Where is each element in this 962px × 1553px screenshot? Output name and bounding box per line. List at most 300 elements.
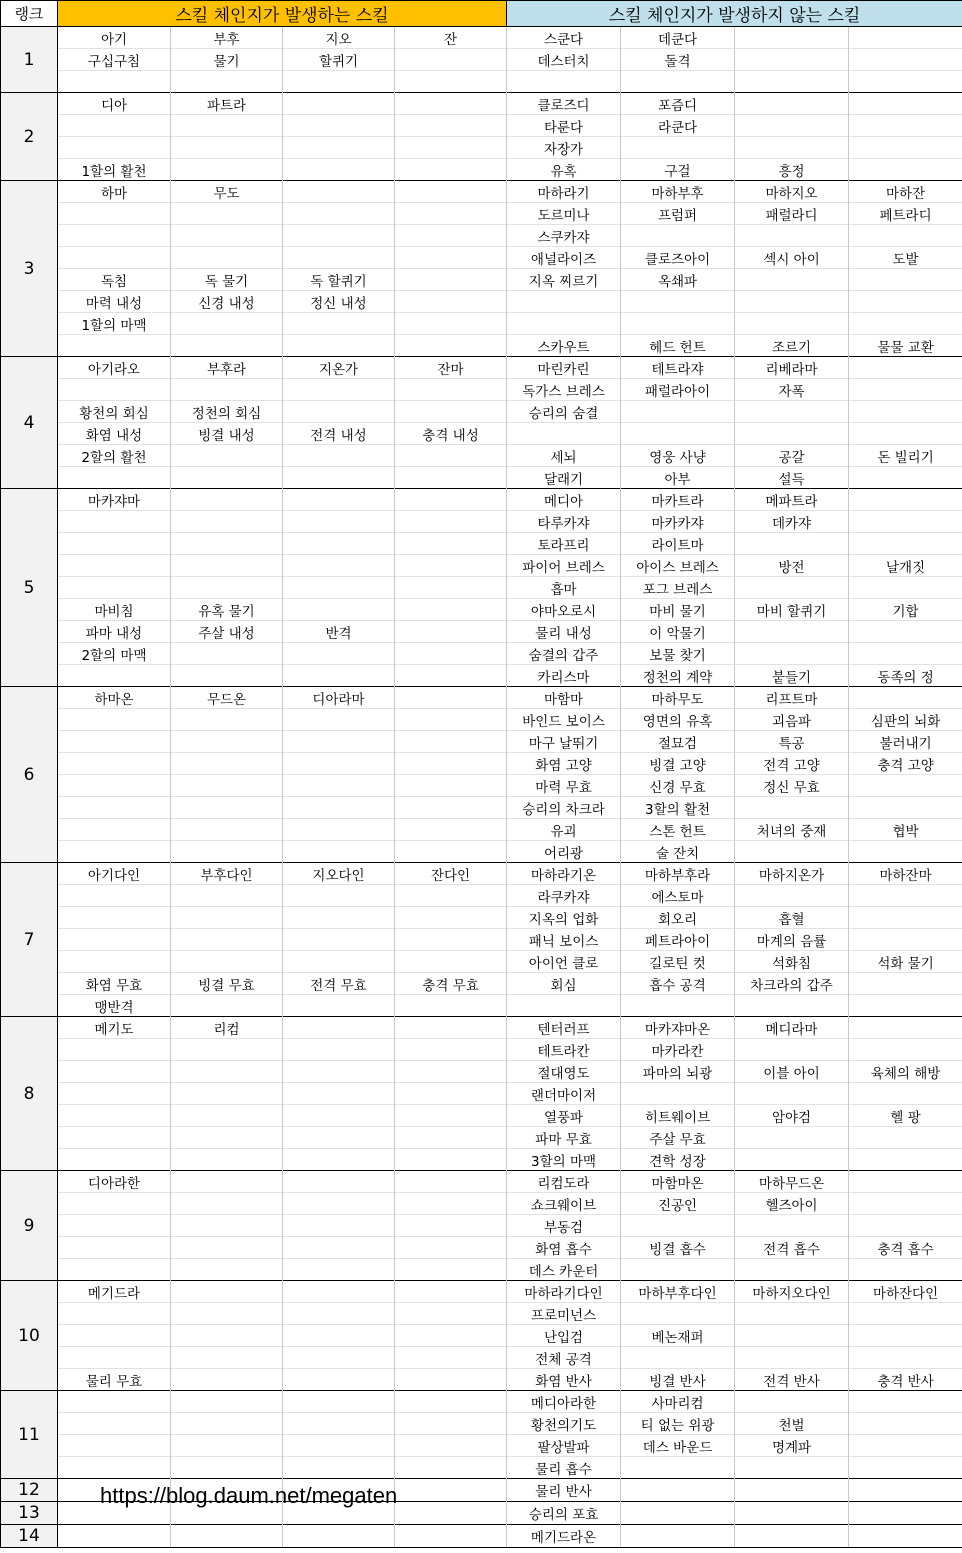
chain-skill-cell xyxy=(283,445,395,467)
chain-skill-cell xyxy=(283,665,395,687)
rank-cell: 1 xyxy=(1,27,58,93)
chain-skill-cell: 디아라한 xyxy=(58,1171,171,1193)
chain-skill-cell xyxy=(395,1105,507,1127)
nochain-skill-cell xyxy=(849,621,962,643)
chain-skill-cell: 지오다인 xyxy=(283,863,395,885)
nochain-skill-cell: 동족의 정 xyxy=(849,665,962,687)
chain-skill-cell xyxy=(58,1457,171,1479)
chain-skill-cell: 마비침 xyxy=(58,599,171,621)
chain-skill-cell xyxy=(171,71,283,93)
nochain-skill-cell xyxy=(735,1083,849,1105)
chain-skill-cell xyxy=(58,929,171,951)
chain-skill-cell xyxy=(171,1171,283,1193)
chain-skill-cell xyxy=(283,533,395,555)
chain-skill-cell xyxy=(171,1061,283,1083)
nochain-skill-cell: 정신 무효 xyxy=(735,775,849,797)
chain-skill-cell xyxy=(171,1105,283,1127)
nochain-skill-cell: 기합 xyxy=(849,599,962,621)
chain-skill-cell: 할퀴기 xyxy=(283,49,395,71)
nochain-skill-cell xyxy=(849,1149,962,1171)
nochain-skill-cell: 마카카쟈 xyxy=(621,511,735,533)
nochain-skill-cell xyxy=(849,467,962,489)
chain-skill-cell xyxy=(171,797,283,819)
chain-skill-cell xyxy=(395,1325,507,1347)
nochain-skill-cell xyxy=(849,1391,962,1413)
nochain-skill-cell: 공갈 xyxy=(735,445,849,467)
chain-skill-cell xyxy=(171,951,283,973)
nochain-skill-cell: 헬즈아이 xyxy=(735,1193,849,1215)
nochain-skill-cell: 라쿤다 xyxy=(621,115,735,137)
chain-skill-cell xyxy=(395,1061,507,1083)
nochain-skill-cell: 석화침 xyxy=(735,951,849,973)
table-row xyxy=(1,1127,962,1149)
nochain-skill-cell: 절묘검 xyxy=(621,731,735,753)
nochain-skill-cell xyxy=(621,1303,735,1325)
nochain-skill-cell: 마하지오 xyxy=(735,181,849,203)
chain-skill-cell xyxy=(395,1281,507,1303)
chain-skill-cell: 부후다인 xyxy=(171,863,283,885)
nochain-skill-cell: 야마오로시 xyxy=(507,599,621,621)
chain-skill-cell xyxy=(171,643,283,665)
chain-skill-cell: 메기도 xyxy=(58,1017,171,1039)
nochain-skill-cell: 데스 바운드 xyxy=(621,1435,735,1457)
nochain-skill-cell xyxy=(849,489,962,511)
nochain-skill-cell: 헬 팡 xyxy=(849,1105,962,1127)
chain-skill-cell xyxy=(283,1347,395,1369)
chain-skill-cell xyxy=(283,115,395,137)
nochain-skill-cell xyxy=(735,291,849,313)
nochain-skill-cell xyxy=(735,1347,849,1369)
nochain-skill-cell: 전격 반사 xyxy=(735,1369,849,1391)
nochain-skill-cell: 심판의 뇌화 xyxy=(849,709,962,731)
table-row xyxy=(1,1039,962,1061)
nochain-skill-cell: 페트라아이 xyxy=(621,929,735,951)
chain-skill-cell: 물기 xyxy=(171,49,283,71)
nochain-skill-cell: 도르미나 xyxy=(507,203,621,225)
nochain-skill-cell: 길로틴 컷 xyxy=(621,951,735,973)
table-row xyxy=(1,71,962,93)
nochain-skill-cell: 흡혈 xyxy=(735,907,849,929)
nochain-skill-cell xyxy=(507,995,621,1017)
chain-skill-cell xyxy=(395,71,507,93)
nochain-skill-cell: 난입검 xyxy=(507,1325,621,1347)
header-row xyxy=(1,1,962,27)
chain-skill-cell xyxy=(395,1479,507,1502)
chain-skill-cell xyxy=(58,71,171,93)
rank-cell: 12 xyxy=(1,1479,58,1502)
chain-skill-cell xyxy=(171,1237,283,1259)
nochain-skill-cell xyxy=(849,1259,962,1281)
chain-skill-cell xyxy=(58,379,171,401)
chain-skill-cell: 메기드라 xyxy=(58,1281,171,1303)
chain-skill-cell xyxy=(395,203,507,225)
nochain-skill-cell xyxy=(849,533,962,555)
chain-skill-cell xyxy=(283,1193,395,1215)
chain-skill-cell xyxy=(395,445,507,467)
nochain-skill-cell: 마력 무효 xyxy=(507,775,621,797)
table-row xyxy=(1,599,962,621)
nochain-skill-cell xyxy=(849,1193,962,1215)
nochain-skill-cell xyxy=(849,115,962,137)
table-row xyxy=(1,731,962,753)
nochain-skill-cell xyxy=(735,643,849,665)
nochain-skill-cell: 물리 반사 xyxy=(507,1479,621,1502)
chain-skill-cell xyxy=(58,247,171,269)
chain-skill-cell xyxy=(58,907,171,929)
chain-skill-cell xyxy=(395,577,507,599)
chain-skill-cell: 신경 내성 xyxy=(171,291,283,313)
nochain-skill-cell: 패럴라아이 xyxy=(621,379,735,401)
chain-skill-cell: 1할의 활천 xyxy=(58,159,171,181)
nochain-skill-cell xyxy=(735,423,849,445)
chain-skill-cell xyxy=(171,1347,283,1369)
nochain-skill-cell: 방전 xyxy=(735,555,849,577)
nochain-skill-cell: 파이어 브레스 xyxy=(507,555,621,577)
nochain-skill-cell: 신경 무효 xyxy=(621,775,735,797)
chain-skill-cell xyxy=(283,929,395,951)
nochain-skill-cell: 바인드 보이스 xyxy=(507,709,621,731)
table-row xyxy=(1,49,962,71)
chain-skill-cell xyxy=(395,1413,507,1435)
nochain-skill-cell: 마하라기온 xyxy=(507,863,621,885)
chain-skill-cell xyxy=(395,1259,507,1281)
chain-skill-cell xyxy=(395,181,507,203)
chain-skill-cell xyxy=(171,1325,283,1347)
chain-skill-cell xyxy=(395,1525,507,1548)
chain-skill-cell xyxy=(171,819,283,841)
chain-skill-cell xyxy=(283,1435,395,1457)
nochain-skill-cell xyxy=(849,93,962,115)
table-row xyxy=(1,819,962,841)
chain-skill-cell: 맹반격 xyxy=(58,995,171,1017)
table-row xyxy=(1,973,962,995)
table-row xyxy=(1,489,962,511)
table-row xyxy=(1,1149,962,1171)
chain-skill-cell xyxy=(58,819,171,841)
chain-skill-cell xyxy=(283,181,395,203)
chain-skill-cell xyxy=(58,467,171,489)
table-row xyxy=(1,995,962,1017)
chain-skill-cell xyxy=(283,1369,395,1391)
rank-cell: 7 xyxy=(1,863,58,1017)
nochain-skill-cell: 불러내기 xyxy=(849,731,962,753)
nochain-skill-cell: 회심 xyxy=(507,973,621,995)
chain-skill-cell xyxy=(395,1303,507,1325)
chain-skill-cell: 마카쟈마 xyxy=(58,489,171,511)
nochain-skill-cell: 유혹 xyxy=(507,159,621,181)
chain-skill-cell xyxy=(283,247,395,269)
chain-skill-cell xyxy=(395,907,507,929)
nochain-skill-cell: 괴음파 xyxy=(735,709,849,731)
nochain-skill-cell: 마하무도 xyxy=(621,687,735,709)
chain-skill-cell xyxy=(395,93,507,115)
nochain-skill-cell xyxy=(621,995,735,1017)
nochain-skill-cell xyxy=(849,1325,962,1347)
nochain-skill-cell xyxy=(735,1039,849,1061)
nochain-skill-cell: 빙결 고양 xyxy=(621,753,735,775)
chain-skill-cell: 유혹 물기 xyxy=(171,599,283,621)
nochain-skill-cell: 테트라쟈 xyxy=(621,357,735,379)
table-row xyxy=(1,929,962,951)
chain-skill-cell xyxy=(395,1391,507,1413)
nochain-skill-cell xyxy=(735,93,849,115)
chain-skill-cell xyxy=(283,1281,395,1303)
table-row xyxy=(1,247,962,269)
nochain-skill-cell: 쇼크웨이브 xyxy=(507,1193,621,1215)
chain-skill-cell xyxy=(171,907,283,929)
rank-cell: 3 xyxy=(1,181,58,357)
chain-skill-cell xyxy=(283,753,395,775)
table-row xyxy=(1,1435,962,1457)
chain-skill-cell xyxy=(58,137,171,159)
nochain-skill-cell xyxy=(621,71,735,93)
nochain-skill-cell: 마하부후라 xyxy=(621,863,735,885)
chain-skill-cell xyxy=(58,1215,171,1237)
nochain-skill-cell xyxy=(849,995,962,1017)
nochain-skill-cell xyxy=(621,1525,735,1548)
chain-skill-cell xyxy=(58,709,171,731)
nochain-skill-cell: 토라프리 xyxy=(507,533,621,555)
nochain-skill-cell: 설득 xyxy=(735,467,849,489)
chain-skill-cell xyxy=(283,1127,395,1149)
chain-skill-cell xyxy=(283,1391,395,1413)
chain-skill-cell xyxy=(58,1237,171,1259)
table-row xyxy=(1,1017,962,1039)
nochain-skill-cell: 흥정 xyxy=(735,159,849,181)
nochain-skill-cell xyxy=(849,1039,962,1061)
chain-skill-cell: 지온가 xyxy=(283,357,395,379)
table-row xyxy=(1,1171,962,1193)
nochain-skill-cell xyxy=(507,423,621,445)
chain-skill-cell xyxy=(283,467,395,489)
nochain-skill-cell: 마함마온 xyxy=(621,1171,735,1193)
nochain-skill-cell: 마비 할퀴기 xyxy=(735,599,849,621)
chain-skill-cell xyxy=(395,225,507,247)
chain-skill-cell xyxy=(283,709,395,731)
chain-skill-cell: 독 할퀴기 xyxy=(283,269,395,291)
nochain-skill-cell: 화염 반사 xyxy=(507,1369,621,1391)
table-row xyxy=(1,291,962,313)
chain-skill-cell: 아기 xyxy=(58,27,171,49)
nochain-skill-cell: 헤드 헌트 xyxy=(621,335,735,357)
chain-skill-cell xyxy=(283,1171,395,1193)
chain-skill-cell xyxy=(58,841,171,863)
nochain-skill-cell xyxy=(735,225,849,247)
chain-skill-cell xyxy=(171,1281,283,1303)
chain-skill-cell xyxy=(395,819,507,841)
rank-cell: 2 xyxy=(1,93,58,181)
chain-skill-cell xyxy=(283,379,395,401)
chain-skill-cell: 1할의 마맥 xyxy=(58,313,171,335)
nochain-skill-cell xyxy=(735,1325,849,1347)
nochain-skill-cell: 영웅 사냥 xyxy=(621,445,735,467)
chain-skill-cell xyxy=(283,951,395,973)
chain-skill-cell xyxy=(395,269,507,291)
nochain-skill-cell: 카리스마 xyxy=(507,665,621,687)
chain-skill-cell: 아기다인 xyxy=(58,863,171,885)
chain-skill-cell xyxy=(395,313,507,335)
nochain-skill-cell: 충격 고양 xyxy=(849,753,962,775)
chain-skill-cell: 잔마 xyxy=(395,357,507,379)
table-row xyxy=(1,269,962,291)
chain-skill-cell xyxy=(171,885,283,907)
chain-skill-cell xyxy=(395,1039,507,1061)
nochain-skill-cell: 승리의 차크라 xyxy=(507,797,621,819)
chain-skill-cell xyxy=(171,1303,283,1325)
chain-skill-cell: 빙결 무효 xyxy=(171,973,283,995)
table-row xyxy=(1,665,962,687)
nochain-skill-cell: 마구 날뛰기 xyxy=(507,731,621,753)
chain-skill-cell xyxy=(283,1083,395,1105)
nochain-skill-cell: 특공 xyxy=(735,731,849,753)
table-row xyxy=(1,1413,962,1435)
chain-skill-cell xyxy=(283,511,395,533)
nochain-skill-cell xyxy=(849,907,962,929)
nochain-skill-cell xyxy=(735,71,849,93)
chain-skill-cell xyxy=(283,203,395,225)
nochain-skill-cell: 에스토마 xyxy=(621,885,735,907)
nochain-skill-cell: 지옥의 업화 xyxy=(507,907,621,929)
chain-skill-cell xyxy=(283,1061,395,1083)
table-row xyxy=(1,467,962,489)
nochain-skill-cell: 어리광 xyxy=(507,841,621,863)
nochain-skill-cell xyxy=(735,885,849,907)
chain-skill-cell xyxy=(395,753,507,775)
chain-skill-cell xyxy=(58,1083,171,1105)
chain-skill-cell xyxy=(283,1325,395,1347)
nochain-skill-cell: 라쿠카쟈 xyxy=(507,885,621,907)
table-row xyxy=(1,137,962,159)
nochain-skill-cell xyxy=(735,1391,849,1413)
nochain-skill-cell: 마하지온가 xyxy=(735,863,849,885)
chain-skill-cell: 하마 xyxy=(58,181,171,203)
chain-skill-cell xyxy=(171,335,283,357)
nochain-skill-cell xyxy=(849,27,962,49)
nochain-skill-cell xyxy=(849,1502,962,1525)
nochain-skill-cell xyxy=(849,49,962,71)
nochain-skill-cell: 승리의 포효 xyxy=(507,1502,621,1525)
table-row xyxy=(1,1061,962,1083)
nochain-skill-cell: 랜더마이저 xyxy=(507,1083,621,1105)
chain-skill-cell xyxy=(395,687,507,709)
nochain-skill-cell xyxy=(849,687,962,709)
chain-skill-cell xyxy=(171,247,283,269)
nochain-skill-cell xyxy=(849,1215,962,1237)
chain-skill-cell xyxy=(395,885,507,907)
chain-skill-cell xyxy=(171,511,283,533)
nochain-skill-cell: 자폭 xyxy=(735,379,849,401)
rank-header: 랭크 xyxy=(1,1,58,27)
chain-skill-cell xyxy=(283,599,395,621)
chain-skill-cell xyxy=(171,1457,283,1479)
nochain-skill-cell: 물리 내성 xyxy=(507,621,621,643)
nochain-skill-cell: 협박 xyxy=(849,819,962,841)
nochain-skill-cell: 아부 xyxy=(621,467,735,489)
chain-skill-cell xyxy=(283,401,395,423)
nochain-skill-cell: 보물 찾기 xyxy=(621,643,735,665)
nochain-skill-cell xyxy=(735,533,849,555)
chain-skill-cell xyxy=(283,313,395,335)
nochain-skill-cell xyxy=(849,841,962,863)
nochain-skill-cell: 스톤 헌트 xyxy=(621,819,735,841)
nochain-skill-cell: 회오리 xyxy=(621,907,735,929)
table-row xyxy=(1,1525,962,1548)
nochain-skill-cell xyxy=(735,1479,849,1502)
chain-skill-cell xyxy=(395,511,507,533)
table-row xyxy=(1,1303,962,1325)
chain-skill-cell: 화염 무효 xyxy=(58,973,171,995)
nochain-skill-cell xyxy=(735,27,849,49)
rank-cell: 10 xyxy=(1,1281,58,1391)
chain-skill-cell: 잔 xyxy=(395,27,507,49)
chain-skill-cell xyxy=(58,533,171,555)
chain-skill-cell xyxy=(58,797,171,819)
nochain-skill-cell: 팔상발파 xyxy=(507,1435,621,1457)
table-row xyxy=(1,1369,962,1391)
chain-skill-cell: 독침 xyxy=(58,269,171,291)
table-row xyxy=(1,357,962,379)
nochain-skill-cell: 물물 교환 xyxy=(849,335,962,357)
nochain-skill-cell: 전체 공격 xyxy=(507,1347,621,1369)
nochain-skill-cell: 리컴도라 xyxy=(507,1171,621,1193)
chain-skill-cell xyxy=(58,885,171,907)
nochain-skill-cell: 마린카린 xyxy=(507,357,621,379)
nochain-skill-cell: 데스 카운터 xyxy=(507,1259,621,1281)
chain-skill-cell xyxy=(395,709,507,731)
nochain-skill-cell xyxy=(849,1017,962,1039)
nochain-skill-cell: 돈 빌리기 xyxy=(849,445,962,467)
chain-skill-cell xyxy=(395,49,507,71)
chain-skill-cell xyxy=(283,907,395,929)
chain-skill-cell xyxy=(171,929,283,951)
chain-skill-cell xyxy=(283,995,395,1017)
table-row xyxy=(1,401,962,423)
chain-skill-cell xyxy=(395,489,507,511)
chain-skill-cell: 마력 내성 xyxy=(58,291,171,313)
nochain-skill-cell: 메파트라 xyxy=(735,489,849,511)
table-row xyxy=(1,379,962,401)
nochain-skills-header: 스킬 체인지가 발생하지 않는 스킬 xyxy=(507,1,962,27)
chain-skill-cell xyxy=(171,225,283,247)
chain-skill-cell xyxy=(395,467,507,489)
nochain-skill-cell: 부동검 xyxy=(507,1215,621,1237)
table-row xyxy=(1,1325,962,1347)
chain-skill-cell xyxy=(58,1061,171,1083)
nochain-skill-cell: 스쿤다 xyxy=(507,27,621,49)
nochain-skill-cell xyxy=(735,841,849,863)
nochain-skill-cell: 천벌 xyxy=(735,1413,849,1435)
chain-skill-cell xyxy=(395,995,507,1017)
nochain-skill-cell xyxy=(849,577,962,599)
nochain-skill-cell xyxy=(735,995,849,1017)
chain-skill-cell xyxy=(395,137,507,159)
nochain-skill-cell: 달래기 xyxy=(507,467,621,489)
nochain-skill-cell: 구걸 xyxy=(621,159,735,181)
table-row xyxy=(1,511,962,533)
nochain-skill-cell: 화염 고양 xyxy=(507,753,621,775)
chain-skill-cell xyxy=(171,1259,283,1281)
nochain-skill-cell xyxy=(735,577,849,599)
nochain-skill-cell: 도발 xyxy=(849,247,962,269)
nochain-skill-cell: 마하부후 xyxy=(621,181,735,203)
chain-skill-cell: 아기라오 xyxy=(58,357,171,379)
nochain-skill-cell: 마카트라 xyxy=(621,489,735,511)
chain-skill-cell xyxy=(283,93,395,115)
nochain-skill-cell: 차크라의 갑주 xyxy=(735,973,849,995)
chain-skill-cell xyxy=(283,885,395,907)
nochain-skill-cell: 마카쟈마온 xyxy=(621,1017,735,1039)
nochain-skill-cell: 데카쟈 xyxy=(735,511,849,533)
